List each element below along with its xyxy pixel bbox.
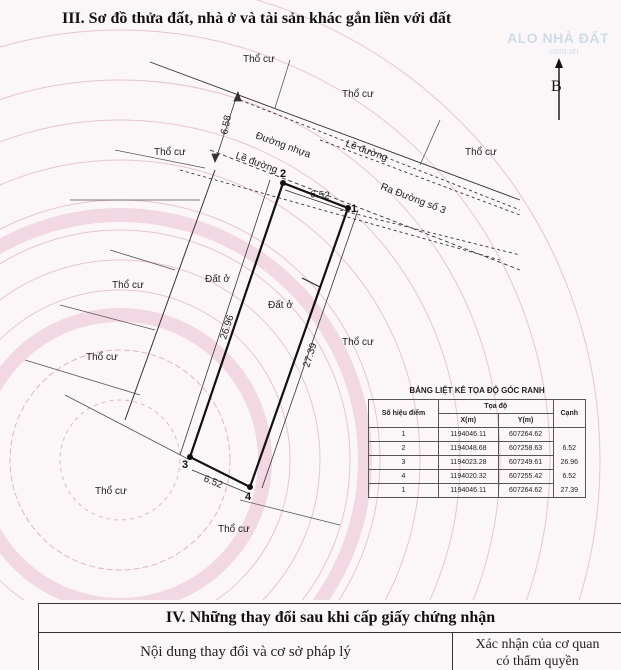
coordinate-table-title: BẢNG LIỆT KÊ TỌA ĐỘ GÓC RANH bbox=[409, 386, 545, 395]
changes-form bbox=[38, 603, 621, 670]
table-row bbox=[369, 484, 586, 498]
row-x: 1194020.32 bbox=[438, 470, 498, 484]
watermark bbox=[507, 30, 609, 56]
header-y: Y(m) bbox=[498, 414, 553, 428]
sidewalk-label-top: Lề đường bbox=[343, 138, 389, 164]
watermark-main: ALO NHÀ ĐẤT bbox=[507, 30, 609, 46]
table-row bbox=[369, 470, 586, 484]
left-edge-label: 26.96 bbox=[218, 313, 237, 341]
top-edge-label: 6.52 bbox=[309, 189, 331, 202]
header-x: X(m) bbox=[438, 414, 498, 428]
direction-arrow bbox=[302, 278, 320, 287]
bottom-edge-label: 6.52 bbox=[201, 473, 225, 492]
corner-label-1: 1 bbox=[351, 203, 358, 215]
section-title: III. Sơ đồ thửa đất, nhà ở và tài sản khác gắn liền với đất bbox=[62, 10, 452, 27]
row-y: 607264.62 bbox=[498, 484, 553, 498]
form-column-confirmation bbox=[453, 633, 621, 670]
edge-2-3: 26.96 bbox=[553, 456, 585, 470]
row-point: 3 bbox=[369, 456, 439, 470]
coordinate-table-block bbox=[368, 386, 586, 498]
corner-label-2: 2 bbox=[280, 168, 287, 180]
corner-label-4: 4 bbox=[245, 491, 252, 503]
tho-cu-label-5: Thổ cư bbox=[112, 280, 144, 291]
background-band bbox=[0, 215, 365, 600]
table-row bbox=[369, 442, 586, 456]
coordinate-table bbox=[368, 399, 586, 498]
row-y: 607258.63 bbox=[498, 442, 553, 456]
land-type-label-plot: Đất ở bbox=[268, 300, 293, 311]
row-point: 1 bbox=[369, 484, 439, 498]
neighbour-outline bbox=[125, 170, 215, 420]
road-name-label: Đường nhựa bbox=[253, 130, 313, 161]
header-coordinates: Tọa độ bbox=[438, 400, 553, 414]
form-column-content: Nội dung thay đổi và cơ sở pháp lý bbox=[39, 633, 453, 670]
edge-4-1: 27.39 bbox=[553, 484, 585, 498]
tho-cu-label-1: Thổ cư bbox=[243, 54, 275, 65]
tho-cu-label-6: Thổ cư bbox=[86, 352, 118, 363]
to-street-label: Ra Đường số 3 bbox=[378, 181, 448, 217]
edge-1-2: 6.52 bbox=[553, 442, 585, 456]
sidewalk-label-bottom: Lề đường bbox=[233, 150, 279, 176]
row-y: 607264.62 bbox=[498, 428, 553, 442]
row-x: 1194023.28 bbox=[438, 456, 498, 470]
north-label: B bbox=[551, 78, 562, 95]
road-lines bbox=[150, 62, 520, 270]
row-y: 607249.61 bbox=[498, 456, 553, 470]
row-y: 607255.42 bbox=[498, 470, 553, 484]
tho-cu-label-8: Thổ cư bbox=[95, 486, 127, 497]
confirmation-line-2: có thẩm quyền bbox=[496, 654, 579, 669]
tho-cu-label-7: Thổ cư bbox=[342, 337, 374, 348]
confirmation-line-1: Xác nhận của cơ quan bbox=[475, 637, 600, 652]
row-x: 1194046.11 bbox=[438, 484, 498, 498]
form-title: IV. Những thay đổi sau khi cấp giấy chứng nhận bbox=[39, 604, 621, 633]
row-point: 2 bbox=[369, 442, 439, 456]
tho-cu-label-4: Thổ cư bbox=[154, 147, 186, 158]
row-x: 1194048.68 bbox=[438, 442, 498, 456]
land-type-label-outside: Đất ở bbox=[205, 274, 230, 285]
tho-cu-label-2: Thổ cư bbox=[342, 89, 374, 100]
row-point: 4 bbox=[369, 470, 439, 484]
tho-cu-label-3: Thổ cư bbox=[465, 147, 497, 158]
header-edge: Cạnh bbox=[553, 400, 585, 428]
table-row bbox=[369, 456, 586, 470]
row-x: 1194046.11 bbox=[438, 428, 498, 442]
tho-cu-label-9: Thổ cư bbox=[218, 524, 250, 535]
row-point: 1 bbox=[369, 428, 439, 442]
watermark-sub: .com.vn bbox=[547, 46, 579, 56]
header-point-id: Số hiệu điểm bbox=[369, 400, 439, 428]
edge-3-4: 6.52 bbox=[553, 470, 585, 484]
road-width-label: 6.58 bbox=[219, 114, 234, 136]
table-row bbox=[369, 428, 586, 442]
right-edge-label: 27.39 bbox=[301, 341, 320, 369]
corner-label-3: 3 bbox=[182, 459, 189, 471]
